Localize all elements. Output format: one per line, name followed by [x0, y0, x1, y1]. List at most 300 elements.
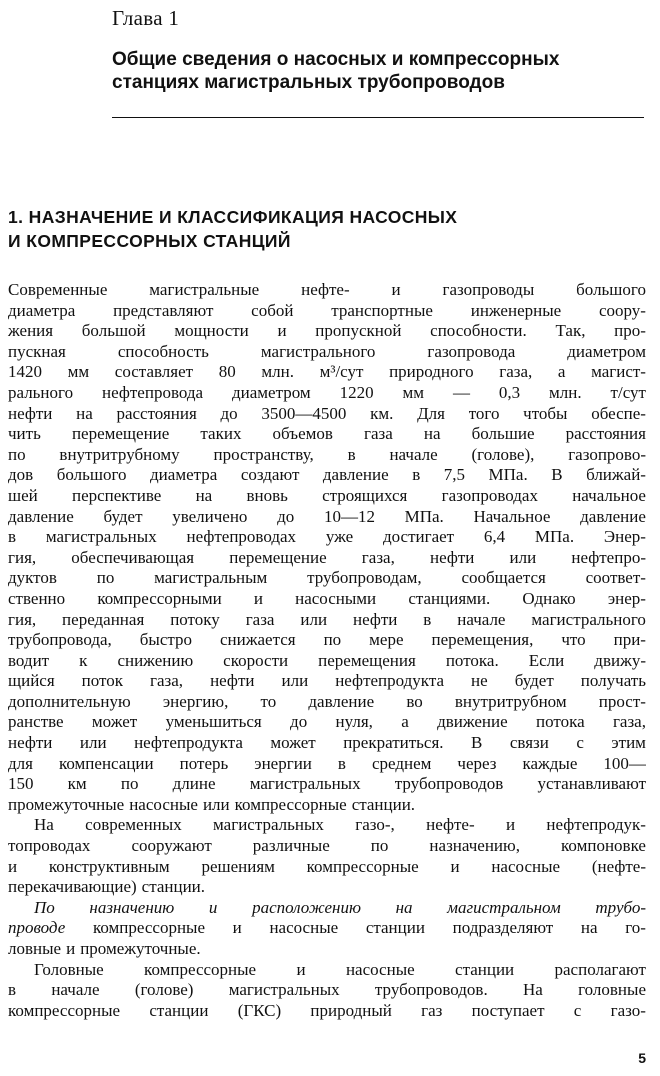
- word: 150: [8, 774, 34, 794]
- word: нефтепроводах: [186, 527, 297, 547]
- word: по: [323, 630, 342, 650]
- word: Энер-: [603, 527, 646, 547]
- word: газа: [364, 424, 393, 444]
- word: поступает: [471, 1000, 545, 1020]
- word: км.: [370, 403, 394, 423]
- word: того: [468, 403, 500, 423]
- word: транспортные: [331, 300, 433, 320]
- word: и: [208, 897, 218, 917]
- word: станциями.: [408, 588, 491, 608]
- word: компрессорными: [97, 588, 222, 608]
- word: насосные: [345, 959, 415, 979]
- word: назначению,: [429, 836, 520, 856]
- word: большой: [81, 321, 146, 341]
- word: энергию,: [162, 691, 229, 711]
- word: движение: [437, 712, 508, 732]
- word: или: [281, 671, 309, 691]
- text-line: [8, 980, 646, 1001]
- word: различные: [252, 836, 330, 856]
- word: магистральном: [447, 897, 561, 917]
- word: создают: [240, 465, 300, 485]
- word: газопроводах: [441, 485, 538, 505]
- word: каждые: [522, 753, 578, 773]
- word: таких: [200, 424, 242, 444]
- word: энергии: [254, 753, 312, 773]
- chapter-title: [112, 48, 652, 94]
- word: трубопровода,: [8, 630, 112, 650]
- word: магистральных: [228, 980, 340, 1000]
- text-line: [8, 465, 646, 486]
- word: будет: [103, 506, 143, 526]
- word: составляет: [114, 362, 194, 382]
- word: или: [300, 609, 328, 629]
- word: может: [91, 712, 138, 732]
- word: прекратиться.: [343, 733, 444, 753]
- word: большого: [576, 280, 646, 299]
- word: рального: [8, 382, 74, 402]
- page-number: 5: [638, 1050, 646, 1066]
- word: трубопроводам,: [307, 568, 422, 588]
- word: по: [370, 836, 389, 856]
- word: магистральных: [249, 774, 361, 794]
- word: инженерные: [470, 300, 562, 320]
- text-line: [8, 898, 646, 919]
- word: объемов: [272, 424, 333, 444]
- word: может: [270, 733, 316, 753]
- word: компоновке: [561, 836, 646, 856]
- word: сооружают: [131, 836, 212, 856]
- text-line: [8, 651, 646, 672]
- word: что: [561, 630, 586, 650]
- word: —: [452, 382, 470, 402]
- word: не: [471, 671, 488, 691]
- word: про-: [614, 321, 646, 341]
- word: и: [296, 959, 306, 979]
- word: дов: [8, 465, 34, 485]
- word: компрессорные: [8, 1000, 121, 1020]
- word: топроводах: [8, 836, 91, 856]
- word: трубопроводов.: [374, 980, 488, 1000]
- text-line: [8, 321, 646, 342]
- word: скорости: [223, 650, 289, 670]
- word: начале: [389, 444, 438, 464]
- word: гия,: [8, 547, 37, 567]
- word: мм: [67, 362, 90, 382]
- word: способности.: [430, 321, 527, 341]
- word: 1420: [8, 362, 42, 382]
- word: компрессорные: [144, 959, 257, 979]
- word: решениям: [201, 856, 275, 876]
- word: прост-: [598, 691, 646, 711]
- word: станции.: [141, 877, 206, 897]
- word: газопроводы: [442, 280, 535, 299]
- word: магистральных: [213, 815, 324, 835]
- word: проводе: [8, 918, 66, 938]
- word: (ГКС): [237, 1000, 282, 1020]
- word: современных: [85, 815, 182, 835]
- chapter-title-line: станциях магистральных трубопроводов: [112, 72, 505, 93]
- word: головные: [578, 980, 646, 1000]
- word: магистрального: [260, 341, 376, 361]
- section-title: [8, 205, 648, 253]
- word: обеспечивающая: [71, 547, 195, 567]
- word: трубопроводов: [394, 774, 504, 794]
- text-line: [8, 733, 646, 754]
- word: Головные: [34, 959, 104, 979]
- word: (голове): [134, 980, 194, 1000]
- word: го-: [625, 918, 646, 938]
- section-title-line: И КОМПРЕССОРНЫХ СТАНЦИЙ: [8, 231, 291, 251]
- word: быстро: [139, 630, 193, 650]
- word: 6,4: [483, 527, 506, 547]
- word: нефтепровода: [102, 382, 204, 402]
- word: или: [202, 794, 230, 814]
- word: подразделяют: [452, 918, 554, 938]
- word: к: [79, 650, 88, 670]
- word: длине: [172, 774, 216, 794]
- word: и: [450, 856, 460, 876]
- word: В: [471, 733, 483, 753]
- word: перемещения,: [431, 630, 534, 650]
- word: магистральных: [45, 527, 157, 547]
- word: Современные: [8, 280, 108, 299]
- word: потоку: [170, 609, 220, 629]
- word: собой: [251, 300, 294, 320]
- section-title-line: 1. НАЗНАЧЕНИЕ И КЛАССИФИКАЦИЯ НАСОСНЫХ: [8, 207, 458, 227]
- word: и: [391, 280, 401, 299]
- word: по: [8, 444, 26, 464]
- word: чтобы: [523, 403, 568, 423]
- word: 7,5: [443, 465, 465, 485]
- word: будет: [514, 671, 554, 691]
- text-line: [8, 815, 646, 836]
- word: движу-: [594, 650, 646, 670]
- word: строящихся: [322, 485, 408, 505]
- word: компрессорные: [306, 856, 419, 876]
- word: мере: [369, 630, 404, 650]
- text-line: [8, 1001, 646, 1022]
- word: начале: [457, 609, 506, 629]
- word: давление: [322, 465, 389, 485]
- word: Для: [417, 403, 445, 423]
- word: перемещения: [318, 650, 416, 670]
- text-line: [8, 610, 646, 631]
- word: энер-: [607, 588, 646, 608]
- word: расстояния: [116, 403, 197, 423]
- word: большого: [56, 465, 127, 485]
- word: водит: [8, 650, 50, 670]
- word: этим: [611, 733, 646, 753]
- word: потерь: [179, 753, 229, 773]
- word: с: [576, 733, 584, 753]
- word: 80: [218, 362, 236, 382]
- word: жения: [8, 321, 54, 341]
- word: шей: [8, 485, 38, 505]
- word: нефти: [8, 403, 53, 423]
- word: на: [395, 897, 413, 917]
- word: переданная: [62, 609, 145, 629]
- word: через: [457, 753, 497, 773]
- word: увеличено: [172, 506, 248, 526]
- word: расстояния: [565, 424, 646, 444]
- word: на: [423, 424, 441, 444]
- word: нефтепродукта: [134, 733, 243, 753]
- word: на: [76, 403, 93, 423]
- word: нефтепродукта: [335, 671, 445, 691]
- word: газопрово-: [568, 444, 646, 464]
- word: в: [8, 980, 17, 1000]
- word: или: [509, 547, 537, 567]
- word: природного: [389, 362, 474, 382]
- word: давление: [580, 506, 646, 526]
- word: диаметра: [8, 300, 76, 320]
- word: млн.: [549, 382, 582, 402]
- word: потока.: [445, 650, 499, 670]
- text-line: [8, 527, 646, 548]
- word: компрессорные: [92, 918, 206, 938]
- word: в: [337, 753, 346, 773]
- word: т/сут: [610, 382, 646, 402]
- word: гия,: [8, 609, 37, 629]
- text-line: [8, 486, 646, 507]
- word: до: [277, 506, 295, 526]
- word: МПа.: [488, 465, 528, 485]
- word: насосными: [295, 588, 377, 608]
- word: или: [79, 733, 107, 753]
- word: до: [290, 712, 308, 732]
- word: станции: [365, 918, 425, 938]
- text-line: [8, 362, 646, 383]
- word: природный: [310, 1000, 392, 1020]
- word: дополнительную: [8, 691, 131, 711]
- word: трубо-: [595, 897, 646, 917]
- word: км: [67, 774, 87, 794]
- text-line: [8, 712, 646, 733]
- word: м³/сут: [319, 362, 364, 382]
- word: (нефте-: [591, 856, 646, 876]
- word: устанавливают: [537, 774, 646, 794]
- word: насосные: [269, 918, 339, 938]
- text-line: [8, 589, 646, 610]
- word: 1220: [339, 382, 374, 402]
- word: получать: [580, 671, 646, 691]
- word: магистрального: [531, 609, 646, 629]
- word: компрессорные: [234, 794, 347, 814]
- word: на: [580, 918, 598, 938]
- text-line: [8, 671, 646, 692]
- word: вновь: [246, 485, 288, 505]
- word: перспективе: [71, 485, 162, 505]
- word: магистральные: [149, 280, 260, 299]
- word: млн.: [261, 362, 294, 382]
- word: диаметра: [150, 465, 218, 485]
- word: снижению: [117, 650, 194, 670]
- word: связи: [509, 733, 549, 753]
- word: нефти: [8, 733, 53, 753]
- word: в: [347, 444, 356, 464]
- word: мощности: [174, 321, 249, 341]
- word: промежуточные: [8, 794, 125, 814]
- word: поток: [81, 671, 124, 691]
- word: в: [8, 527, 17, 547]
- word: чить: [8, 424, 41, 444]
- word: сообщается: [461, 568, 546, 588]
- text-line: [8, 877, 646, 898]
- body-text: [8, 280, 646, 1021]
- word: и: [505, 815, 516, 835]
- word: газо-: [610, 1000, 646, 1020]
- text-line: [8, 918, 646, 939]
- word: станции: [455, 959, 515, 979]
- word: нефте-: [426, 815, 475, 835]
- word: магист-: [591, 362, 646, 382]
- word: Однако: [522, 588, 576, 608]
- word: 100—: [603, 753, 646, 773]
- word: 3500—4500: [261, 403, 347, 423]
- text-line: [8, 960, 646, 981]
- text-line: [8, 754, 646, 775]
- text-line: [8, 445, 646, 466]
- text-line: [8, 795, 646, 816]
- word: перемещение: [71, 424, 170, 444]
- word: соору-: [598, 300, 646, 320]
- text-line: [8, 404, 646, 425]
- word: МПа.: [534, 527, 575, 547]
- word: 0,3: [498, 382, 521, 402]
- text-line: [8, 836, 646, 857]
- word: назначению: [89, 897, 175, 917]
- word: газа,: [612, 712, 646, 732]
- word: ловные: [8, 939, 62, 958]
- word: По: [34, 897, 55, 917]
- word: компенсации: [58, 753, 154, 773]
- word: достигает: [382, 527, 455, 547]
- word: ранстве: [8, 712, 64, 732]
- word: промежуточные.: [80, 939, 201, 958]
- word: в: [423, 609, 432, 629]
- text-line: [8, 774, 646, 795]
- word: и: [253, 588, 263, 608]
- word: при-: [613, 630, 646, 650]
- word: для: [8, 753, 33, 773]
- word: ближай-: [586, 465, 646, 485]
- word: нуля,: [335, 712, 373, 732]
- word: ственно: [8, 588, 66, 608]
- word: В: [551, 465, 563, 485]
- word: диаметром: [231, 382, 311, 402]
- word: газопровода: [427, 341, 516, 361]
- word: снижается: [220, 630, 296, 650]
- word: перекачивающие): [8, 877, 137, 897]
- text-line: [8, 383, 646, 404]
- word: насосные: [129, 794, 198, 814]
- word: обеспе-: [591, 403, 646, 423]
- word: газа,: [499, 362, 533, 382]
- word: давление: [308, 691, 375, 711]
- word: Если: [528, 650, 565, 670]
- word: и: [8, 856, 18, 876]
- word: На: [34, 815, 54, 835]
- word: на: [195, 485, 213, 505]
- word: и: [66, 939, 76, 958]
- text-line: [8, 301, 646, 322]
- text-line: [8, 507, 646, 528]
- word: уже: [325, 527, 354, 547]
- word: Так,: [555, 321, 586, 341]
- text-line: [8, 280, 646, 301]
- word: щийся: [8, 671, 55, 691]
- word: по: [96, 568, 115, 588]
- word: а: [401, 712, 409, 732]
- word: На: [522, 980, 543, 1000]
- word: Начальное: [473, 506, 551, 526]
- word: пространству,: [213, 444, 314, 464]
- word: нефти: [352, 609, 398, 629]
- chapter-title-line: Общие сведения о насосных и компрессорных: [112, 49, 560, 70]
- word: станции.: [351, 794, 416, 814]
- word: внутритрубном: [454, 691, 567, 711]
- word: по: [120, 774, 139, 794]
- text-line: [8, 568, 646, 589]
- chapter-label: Глава 1: [112, 6, 180, 30]
- word: во: [406, 691, 423, 711]
- word: давление: [8, 506, 74, 526]
- word: расположению: [252, 897, 361, 917]
- word: МПа.: [404, 506, 444, 526]
- word: а: [557, 362, 566, 382]
- word: до: [220, 403, 238, 423]
- text-line: [8, 857, 646, 878]
- word: способность: [117, 341, 209, 361]
- word: магистральным: [154, 568, 268, 588]
- word: газ: [421, 1000, 443, 1020]
- word: представляют: [113, 300, 214, 320]
- word: располагают: [554, 959, 646, 979]
- text-line: [8, 939, 646, 960]
- word: начальное: [572, 485, 646, 505]
- text-line: [8, 548, 646, 569]
- word: начале: [51, 980, 100, 1000]
- word: с: [573, 1000, 582, 1020]
- text-line: [8, 630, 646, 651]
- word: пускная: [8, 341, 66, 361]
- text-line: [8, 424, 646, 445]
- word: диаметром: [567, 341, 646, 361]
- word: газа,: [361, 547, 395, 567]
- word: дуктов: [8, 568, 57, 588]
- word: конструктивным: [48, 856, 170, 876]
- word: мм: [402, 382, 425, 402]
- word: газа,: [150, 671, 184, 691]
- text-line: [8, 342, 646, 363]
- word: уменьшиться: [165, 712, 262, 732]
- word: нефтепродук-: [546, 815, 646, 835]
- word: насосные: [491, 856, 561, 876]
- word: потока: [536, 712, 585, 732]
- word: нефти: [429, 547, 475, 567]
- word: (голове),: [471, 444, 535, 464]
- word: нефте-: [301, 280, 350, 299]
- word: внутритрубному: [59, 444, 180, 464]
- word: нефтепро-: [571, 547, 646, 567]
- word: то: [260, 691, 277, 711]
- chapter-divider: [112, 117, 644, 118]
- word: газа: [245, 609, 275, 629]
- word: большие: [471, 424, 535, 444]
- word: 10—12: [323, 506, 375, 526]
- word: соответ-: [585, 568, 646, 588]
- word: перемещение: [229, 547, 327, 567]
